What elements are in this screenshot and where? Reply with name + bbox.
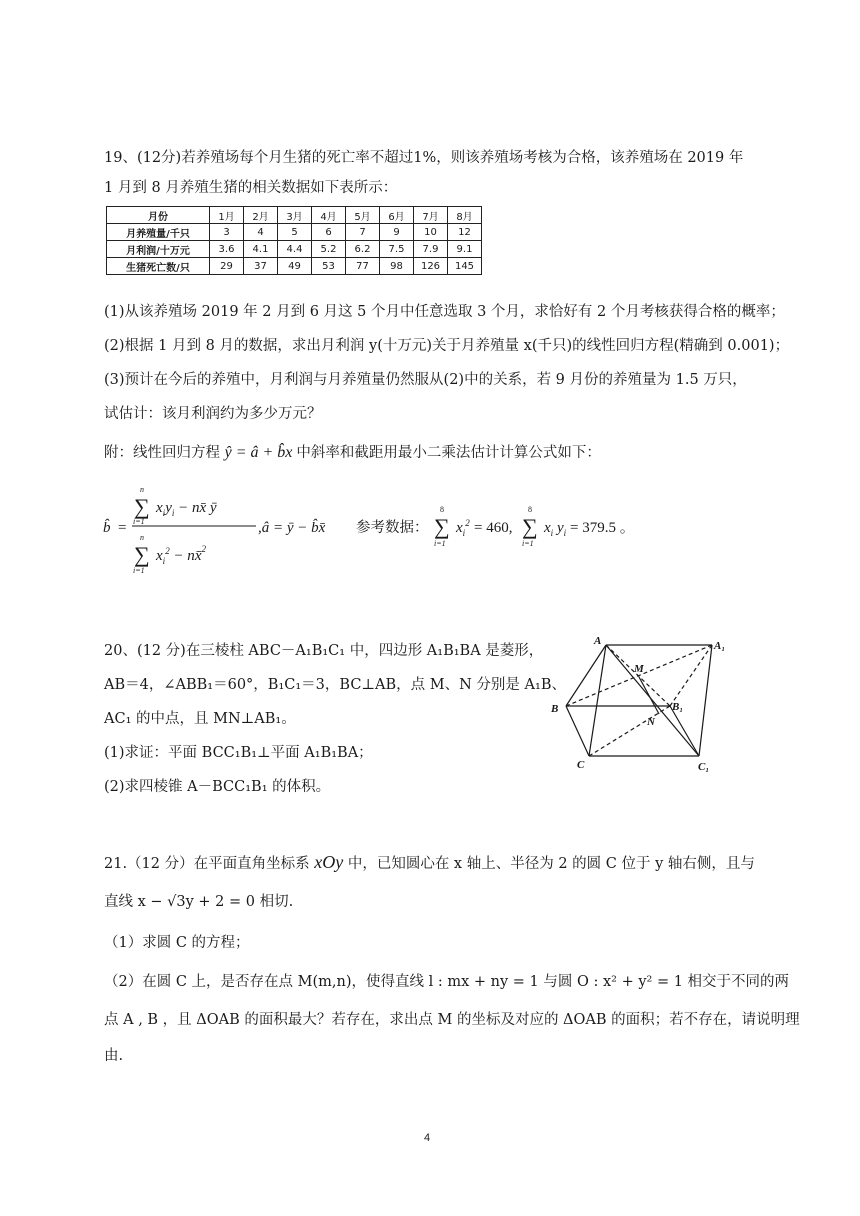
q20-line1: 20、(12 分)在三棱柱 ABC－A₁B₁C₁ 中，四边形 A₁B₁BA 是菱形， — [104, 643, 544, 659]
label-C: C — [577, 759, 585, 771]
table-cell: 126 — [414, 258, 448, 275]
q21-line1-start: 21.（12 分）在平面直角坐标系 — [104, 856, 310, 872]
table-cell: 5 — [278, 224, 312, 241]
reference-data-label: 参考数据： — [356, 520, 429, 536]
table-cell: 5月 — [346, 207, 380, 224]
table-cell: 9 — [380, 224, 414, 241]
label-N: N — [647, 716, 655, 728]
q19-intro-line2: 1 月到 8 月养殖生猪的相关数据如下表所示： — [104, 180, 398, 196]
table-cell: 12 — [448, 224, 482, 241]
svg-text:∑: ∑ — [434, 514, 450, 539]
table-cell: 月养殖量/千只 — [107, 224, 210, 241]
svg-text:8: 8 — [528, 505, 532, 514]
svg-text:8: 8 — [440, 505, 444, 514]
triangular-prism-figure — [544, 630, 744, 775]
svg-text:n: n — [140, 485, 144, 494]
q20-part2: (2)求四棱锥 A－BCC₁B₁ 的体积。 — [104, 779, 331, 795]
table-cell: 7.9 — [414, 241, 448, 258]
q19-note — [104, 443, 601, 463]
svg-text:xi yi: $x_i$ $y_i$ — [544, 520, 567, 538]
table-cell: 3月 — [278, 207, 312, 224]
ref-value-sum-xy: = 379.5 。 — [570, 520, 635, 536]
table-cell: 53 — [312, 258, 346, 275]
table-cell: 98 — [380, 258, 414, 275]
q20-line2: AB＝4，∠ABB₁＝60°，B₁C₁＝3，BC⊥AB，点 M、N 分别是 A₁B、 — [104, 677, 566, 693]
table-cell: 月份 — [107, 207, 210, 224]
reference-data-formula — [430, 500, 660, 560]
note-suffix: 中斜率和截距用最小二乘法估计计算公式如下： — [296, 445, 601, 461]
q21-line1-end: 中，已知圆心在 x 轴上、半径为 2 的圆 C 位于 y 轴右侧，且与 — [347, 856, 755, 872]
regression-equation: ŷ = â + b̂x — [224, 444, 297, 461]
table-cell: 77 — [346, 258, 380, 275]
table-cell: 3 — [210, 224, 244, 241]
table-cell: 6.2 — [346, 241, 380, 258]
ref-value-sum-x2: = 460, — [474, 520, 513, 536]
svg-text:i=1: i=1 — [133, 566, 145, 575]
table-cell: 6 — [312, 224, 346, 241]
table-cell: 7月 — [414, 207, 448, 224]
svg-text:i=1: i=1 — [434, 539, 446, 548]
q20-line3: AC₁ 的中点，且 MN⊥AB₁。 — [104, 711, 296, 727]
page-number: 4 — [424, 1132, 431, 1144]
table-cell: 4月 — [312, 207, 346, 224]
q19-part1: (1)从该养殖场 2019 年 2 月到 6 月这 5 个月中任意选取 3 个月，求恰好有 2 个月考核获得合格的概率； — [104, 304, 785, 320]
svg-text:=: = — [118, 520, 127, 536]
label-A1: A₁ — [714, 640, 726, 652]
table-cell: 1月 — [210, 207, 244, 224]
table-cell: 49 — [278, 258, 312, 275]
q21-part2-line3: 由. — [104, 1048, 124, 1064]
table-row — [107, 258, 482, 275]
table-cell: 37 — [244, 258, 278, 275]
svg-text:xi2 − nx̄2: $x_i^2$ − nx̄$^2$ — [156, 544, 206, 566]
label-B1: B₁ — [672, 701, 684, 713]
q19-part2: (2)根据 1 月到 8 月的数据，求出月利润 y(十万元)关于月养殖量 x(千只)的线性回归方程(精确到 0.001)； — [104, 338, 790, 354]
q21-line1 — [104, 852, 755, 874]
note-prefix: 附：线性回归方程 — [104, 445, 220, 461]
table-cell: 5.2 — [312, 241, 346, 258]
label-B: B — [551, 703, 559, 715]
table-cell: 9.1 — [448, 241, 482, 258]
svg-text:i=1: i=1 — [522, 539, 534, 548]
svg-text:,â = ȳ − b̂x̄: ,â = ȳ − b̂x̄ — [258, 520, 326, 536]
svg-text:∑: ∑ — [522, 514, 538, 539]
svg-text:n: n — [140, 533, 144, 542]
table-row — [107, 224, 482, 241]
q21-part1: （1）求圆 C 的方程； — [104, 935, 250, 951]
table-cell: 3.6 — [210, 241, 244, 258]
svg-text:b̂: b̂ — [103, 520, 111, 536]
svg-text:i=1: i=1 — [133, 517, 145, 526]
q19-intro-line1: 19、(12分)若养殖场每个月生猪的死亡率不超过1%，则该养殖场考核为合格，该养殖场在 2019 年 — [104, 150, 744, 166]
q21-part2-line1: （2）在圆 C 上，是否存在点 M(m,n)，使得直线 l : mx + ny = 1 与圆 O : x² + y² = 1 相交于不同的两 — [104, 974, 790, 990]
table-cell: 7.5 — [380, 241, 414, 258]
table-cell: 4.1 — [244, 241, 278, 258]
table-cell: 6月 — [380, 207, 414, 224]
table-cell: 29 — [210, 258, 244, 275]
svg-text:∑: ∑ — [134, 494, 150, 519]
table-cell: 4.4 — [278, 241, 312, 258]
q20-part1: (1)求证：平面 BCC₁B₁⊥平面 A₁B₁BA； — [104, 745, 373, 761]
q19-part3-line2: 试估计：该月利润约为多少万元？ — [104, 406, 322, 422]
q21-line2: 直线 x − √3y + 2 = 0 相切. — [104, 894, 294, 910]
label-A: A — [594, 635, 602, 647]
table-cell: 生猪死亡数/只 — [107, 258, 210, 275]
svg-text:xiyi − nx̄ ȳ: $x_iy_i$ − nx̄ ȳ — [156, 500, 217, 518]
svg-text:xi2: $x_i^2$ — [456, 518, 470, 538]
q21-coordinate-system: xOy — [314, 852, 344, 872]
least-squares-formula — [100, 480, 330, 580]
table-cell: 4 — [244, 224, 278, 241]
table-header-row — [107, 207, 482, 224]
table-row — [107, 241, 482, 258]
svg-text:∑: ∑ — [134, 542, 150, 567]
pig-farm-data-table — [106, 206, 482, 275]
table-cell: 7 — [346, 224, 380, 241]
label-C1: C₁ — [698, 761, 710, 773]
table-cell: 8月 — [448, 207, 482, 224]
label-M: M — [634, 663, 644, 675]
q21-part2-line2: 点 A , B ，且 ΔOAB 的面积最大？若存在，求出点 M 的坐标及对应的 ΔOAB 的面积；若不存在，请说明理 — [104, 1012, 800, 1028]
table-cell: 月利润/十万元 — [107, 241, 210, 258]
q19-part3-line1: (3)预计在今后的养殖中，月利润与月养殖量仍然服从(2)中的关系，若 9 月份的养殖量为 1.5 万只， — [104, 372, 747, 388]
table-cell: 10 — [414, 224, 448, 241]
table-cell: 145 — [448, 258, 482, 275]
table-cell: 2月 — [244, 207, 278, 224]
